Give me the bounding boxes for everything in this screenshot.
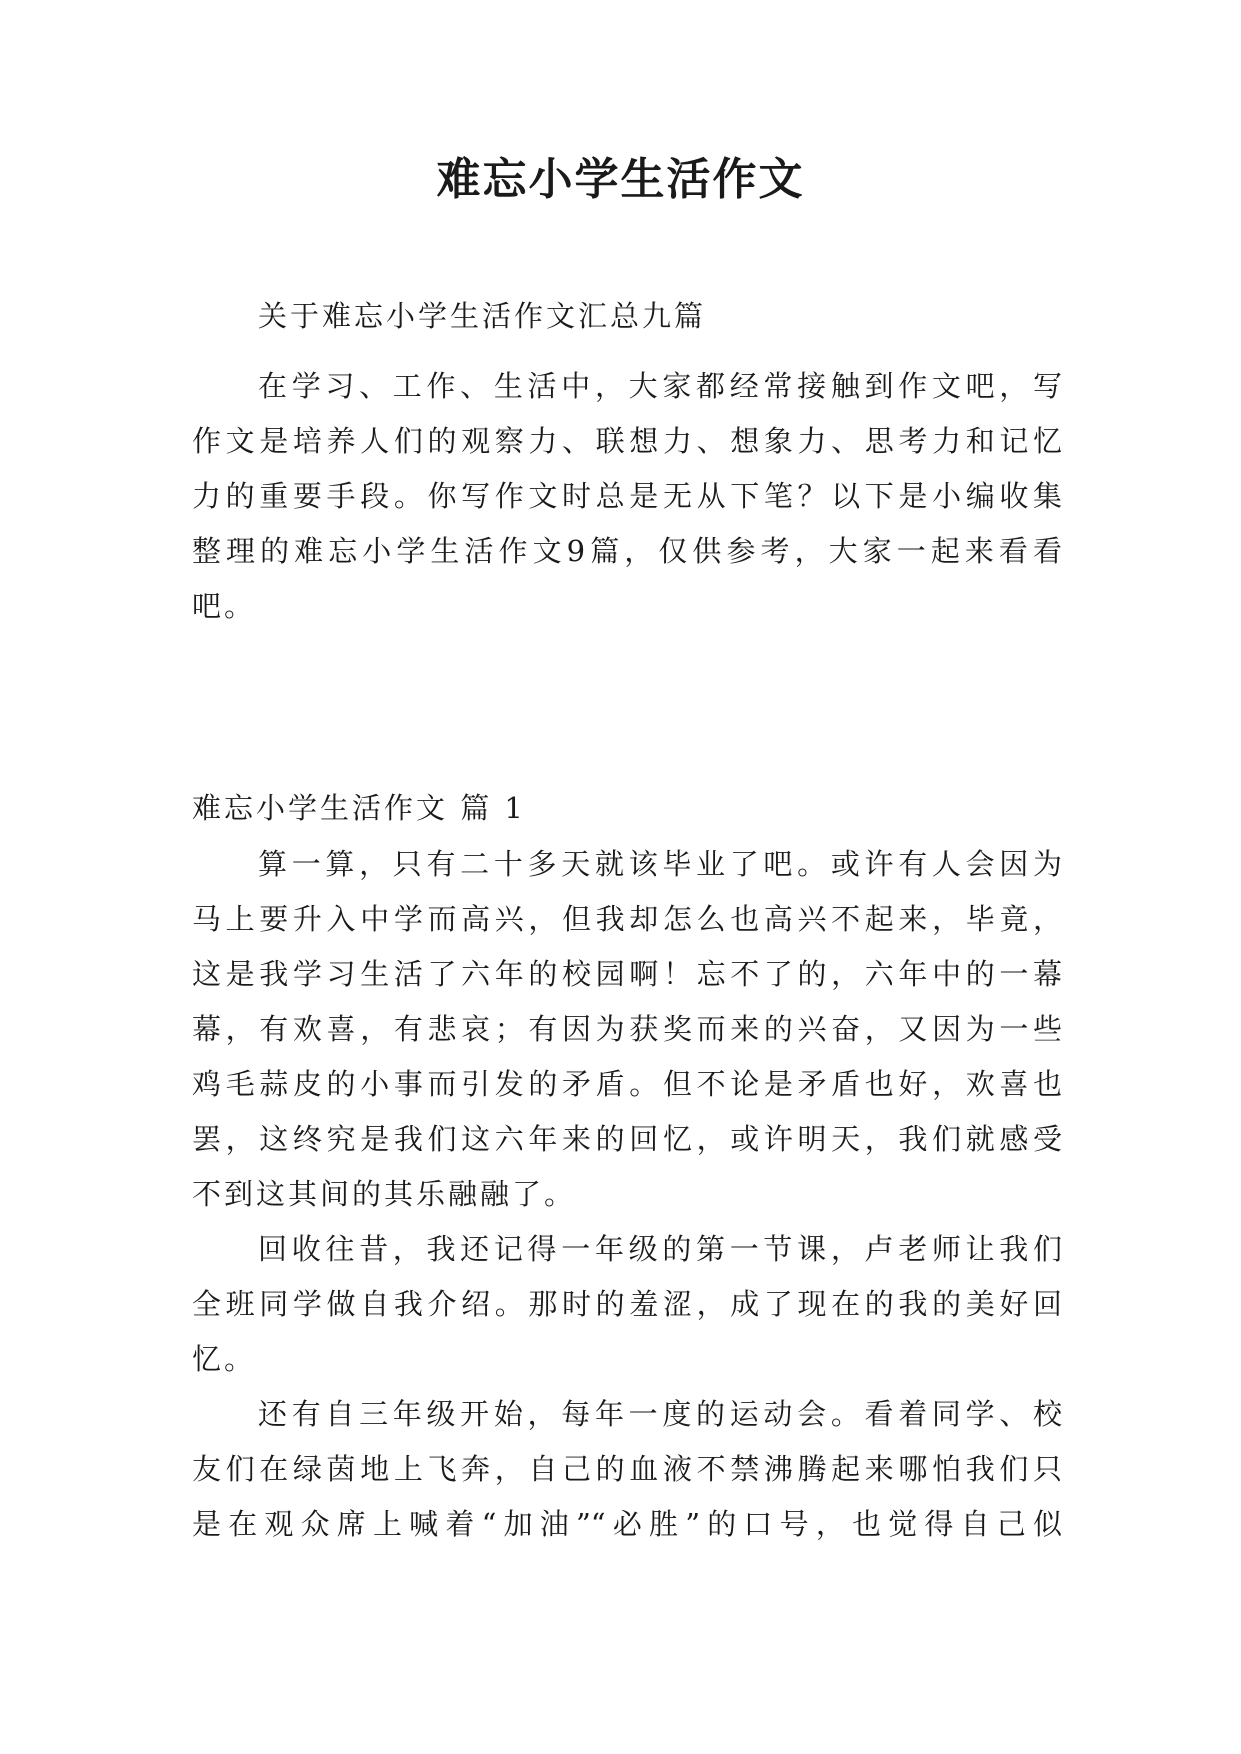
- intro-line: 整理的难忘小学生活作文9篇，仅供参考，大家一起来看看: [192, 534, 1062, 568]
- body-line: 鸡毛蒜皮的小事而引发的矛盾。但不论是矛盾也好，欢喜也: [192, 1067, 1062, 1101]
- section-heading: 难忘小学生活作文 篇 1: [192, 791, 526, 825]
- body-line: 全班同学做自我介绍。那时的羞涩，成了现在的我的美好回: [192, 1287, 1062, 1321]
- body-line: 幕，有欢喜，有悲哀；有因为获奖而来的兴奋，又因为一些: [192, 1012, 1062, 1046]
- body-line: 友们在绿茵地上飞奔，自己的血液不禁沸腾起来哪怕我们只: [192, 1452, 1062, 1486]
- document-title: 难忘小学生活作文: [436, 154, 805, 205]
- body-line: 这是我学习生活了六年的校园啊！忘不了的，六年中的一幕: [192, 957, 1062, 991]
- document-subtitle: 关于难忘小学生活作文汇总九篇: [258, 299, 707, 333]
- body-line: 回收往昔，我还记得一年级的第一节课，卢老师让我们: [258, 1232, 1062, 1266]
- body-line: 是在观众席上喊着“加油”“必胜”的口号，也觉得自己似: [192, 1507, 1062, 1541]
- body-line: 不到这其间的其乐融融了。: [192, 1177, 577, 1211]
- body-line: 马上要升入中学而高兴，但我却怎么也高兴不起来，毕竟，: [192, 902, 1062, 936]
- intro-line: 在学习、工作、生活中，大家都经常接触到作文吧，写: [258, 369, 1062, 403]
- intro-line: 吧。: [192, 589, 257, 623]
- intro-line: 力的重要手段。你写作文时总是无从下笔？以下是小编收集: [192, 479, 1062, 513]
- body-line: 还有自三年级开始，每年一度的运动会。看着同学、校: [258, 1397, 1062, 1431]
- intro-line: 作文是培养人们的观察力、联想力、想象力、思考力和记忆: [192, 424, 1062, 458]
- body-line: 罢，这终究是我们这六年来的回忆，或许明天，我们就感受: [192, 1122, 1062, 1156]
- body-line: 算一算，只有二十多天就该毕业了吧。或许有人会因为: [258, 847, 1062, 881]
- body-line: 忆。: [192, 1342, 257, 1376]
